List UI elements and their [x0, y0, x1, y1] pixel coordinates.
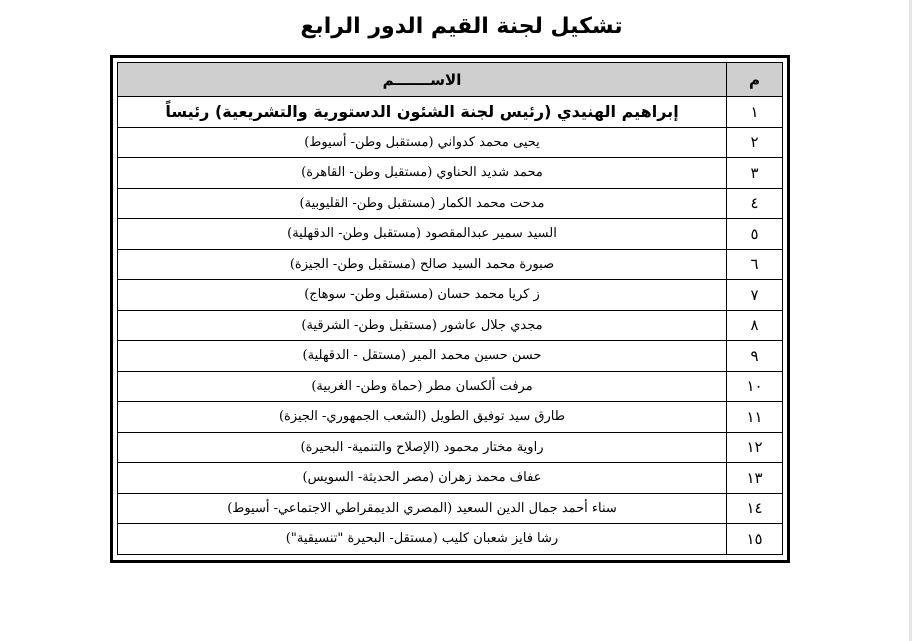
table-row: [118, 371, 783, 402]
table-row: [118, 188, 783, 219]
row-number: ١٠: [727, 371, 783, 402]
table-row: [118, 524, 783, 555]
row-number: ١٥: [727, 524, 783, 555]
table-row: [118, 432, 783, 463]
table-row: [118, 280, 783, 311]
member-name: السيد سمير عبدالمقصود (مستقبل وطن- الدقهلية): [118, 219, 727, 250]
table-header-row: [118, 63, 783, 97]
table-row: [118, 158, 783, 189]
member-name: رشا فايز شعبان كليب (مستقل- البحيرة "تنسيقية"): [118, 524, 727, 555]
member-name: يحيى محمد كدواني (مستقبل وطن- أسيوط): [118, 127, 727, 158]
row-number: ١٣: [727, 463, 783, 494]
table-row: [118, 402, 783, 433]
committee-table-frame: [110, 55, 790, 563]
row-number: ٥: [727, 219, 783, 250]
row-number: ٣: [727, 158, 783, 189]
row-number: ١: [727, 97, 783, 128]
member-name: راوية مختار محمود (الإصلاح والتنمية- البحيرة): [118, 432, 727, 463]
table-row: [118, 310, 783, 341]
member-name: مرفت ألكسان مطر (حماة وطن- الغربية): [118, 371, 727, 402]
row-number: ٩: [727, 341, 783, 372]
row-number: ٦: [727, 249, 783, 280]
member-name: طارق سيد توفيق الطويل (الشعب الجمهوري- الجيزة): [118, 402, 727, 433]
member-name: حسن حسين محمد المير (مستقل - الدقهلية): [118, 341, 727, 372]
table-row: [118, 341, 783, 372]
page-title: تشكيل لجنة القيم الدور الرابع: [300, 14, 623, 39]
member-name: صبورة محمد السيد صالح (مستقبل وطن- الجيزة): [118, 249, 727, 280]
member-name: مدحت محمد الكمار (مستقبل وطن- القليوبية): [118, 188, 727, 219]
committee-table: [117, 62, 783, 555]
member-name: ز كريا محمد حسان (مستقبل وطن- سوهاج): [118, 280, 727, 311]
row-number: ١٤: [727, 493, 783, 524]
table-row-chair: [118, 97, 783, 128]
table-row: [118, 463, 783, 494]
row-number: ٤: [727, 188, 783, 219]
row-number: ١١: [727, 402, 783, 433]
header-number: م: [727, 63, 783, 97]
row-number: ٨: [727, 310, 783, 341]
table-row: [118, 127, 783, 158]
member-name: عفاف محمد زهران (مصر الحديثة- السويس): [118, 463, 727, 494]
member-name: سناء أحمد جمال الدين السعيد (المصري الديمقراطي الاجتماعي- أسيوط): [118, 493, 727, 524]
member-name: محمد شديد الحناوي (مستقبل وطن- القاهرة): [118, 158, 727, 189]
table-row: [118, 249, 783, 280]
table-row: [118, 493, 783, 524]
member-name: إبراهيم الهنيدي (رئيس لجنة الشئون الدستورية والتشريعية) رئيساً: [118, 97, 727, 128]
table-row: [118, 219, 783, 250]
header-name: الاســـــــم: [118, 63, 727, 97]
member-name: مجدي جلال عاشور (مستقبل وطن- الشرقية): [118, 310, 727, 341]
row-number: ١٢: [727, 432, 783, 463]
row-number: ٧: [727, 280, 783, 311]
scrollbar-edge: [909, 0, 912, 641]
row-number: ٢: [727, 127, 783, 158]
